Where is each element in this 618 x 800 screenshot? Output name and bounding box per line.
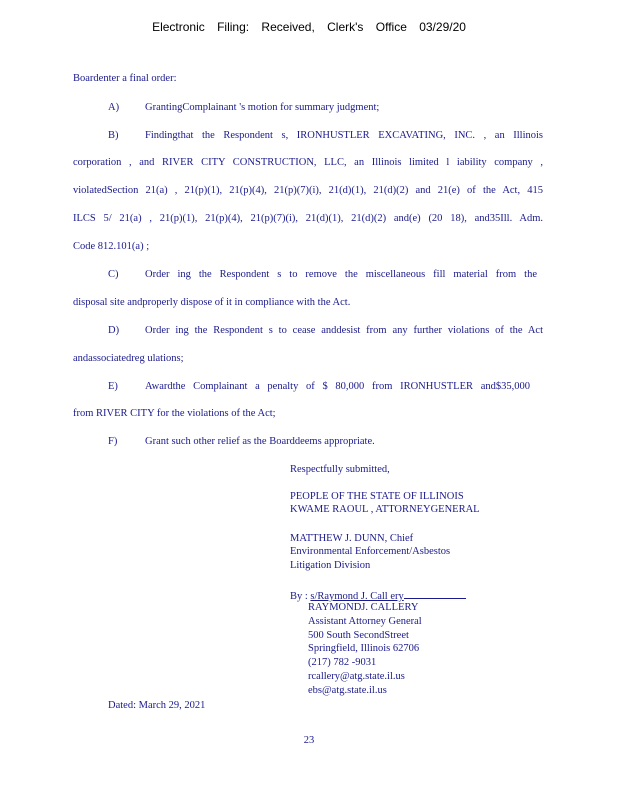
- chief-line-1: MATTHEW J. DUNN, Chief: [290, 533, 414, 544]
- address-line-1: 500 South SecondStreet: [308, 630, 409, 641]
- item-label-d: D): [108, 325, 120, 336]
- attorney-name: RAYMONDJ. CALLERY: [308, 602, 419, 613]
- signature-underline: [404, 589, 466, 599]
- item-e-line-2: from RIVER CITY for the violations of the Act;: [73, 408, 276, 419]
- item-label-b: B): [108, 130, 119, 141]
- closing-line: Respectfully submitted,: [290, 464, 390, 475]
- item-b-line-2: corporation , and RIVER CITY CONSTRUCTION, LLC, an Illinois limited l iability company ,: [73, 157, 543, 168]
- item-label-f: F): [108, 436, 118, 447]
- item-f-line-1: Grant such other relief as the Boarddeems appropriate.: [145, 436, 375, 447]
- dated-line: Dated: March 29, 2021: [108, 700, 206, 711]
- item-a-line-1: GrantingComplainant 's motion for summary judgment;: [145, 102, 380, 113]
- intro-line: Boardenter a final order:: [73, 73, 177, 84]
- page-number: 23: [303, 735, 315, 746]
- chief-line-3: Litigation Division: [290, 560, 371, 571]
- party-line-2: KWAME RAOUL , ATTORNEYGENERAL: [290, 504, 480, 515]
- signature-text: s/Raymond J. Call ery: [310, 591, 404, 602]
- item-b-line-5: Code 812.101(a) ;: [73, 241, 150, 252]
- item-b-line-1: Findingthat the Respondent s, IRONHUSTLER EXCAVATING, INC. , an Illinois: [145, 130, 543, 141]
- item-c-line-1: Order ing the Respondent s to remove the miscellaneous fill material from the: [145, 269, 537, 280]
- item-label-e: E): [108, 381, 118, 392]
- chief-line-2: Environmental Enforcement/Asbestos: [290, 546, 451, 557]
- item-b-line-4: ILCS 5/ 21(a) , 21(p)(1), 21(p)(4), 21(p)(7)(i), 21(d)(1), 21(d)(2) and(e) (20 18), and35Ill. Adm.: [73, 213, 543, 224]
- by-prefix: By :: [290, 591, 308, 602]
- address-line-2: Springfield, Illinois 62706: [308, 643, 420, 654]
- attorney-title: Assistant Attorney General: [308, 616, 422, 627]
- party-line-1: PEOPLE OF THE STATE OF ILLINOIS: [290, 491, 464, 502]
- item-d-line-2: andassociatedreg ulations;: [73, 353, 184, 364]
- email-2: ebs@atg.state.il.us: [308, 685, 387, 696]
- item-label-c: C): [108, 269, 119, 280]
- item-e-line-1: Awardthe Complainant a penalty of $ 80,000 from IRONHUSTLER and$35,000: [145, 381, 530, 392]
- item-label-a: A): [108, 102, 120, 113]
- filing-header: Electronic Filing: Received, Clerk's Office 03/29/20: [152, 20, 466, 34]
- item-d-line-1: Order ing the Respondent s to cease anddesist from any further violations of the Act: [145, 325, 543, 336]
- item-b-line-3: violatedSection 21(a) , 21(p)(1), 21(p)(4), 21(p)(7)(i), 21(d)(1), 21(d)(2) and 21(e) of the Act, 415: [73, 185, 543, 196]
- signature-line: [290, 589, 466, 602]
- item-c-line-2: disposal site andproperly dispose of it in compliance with the Act.: [73, 297, 351, 308]
- phone-number: (217) 782 -9031: [308, 657, 377, 668]
- email-1: rcallery@atg.state.il.us: [308, 671, 405, 682]
